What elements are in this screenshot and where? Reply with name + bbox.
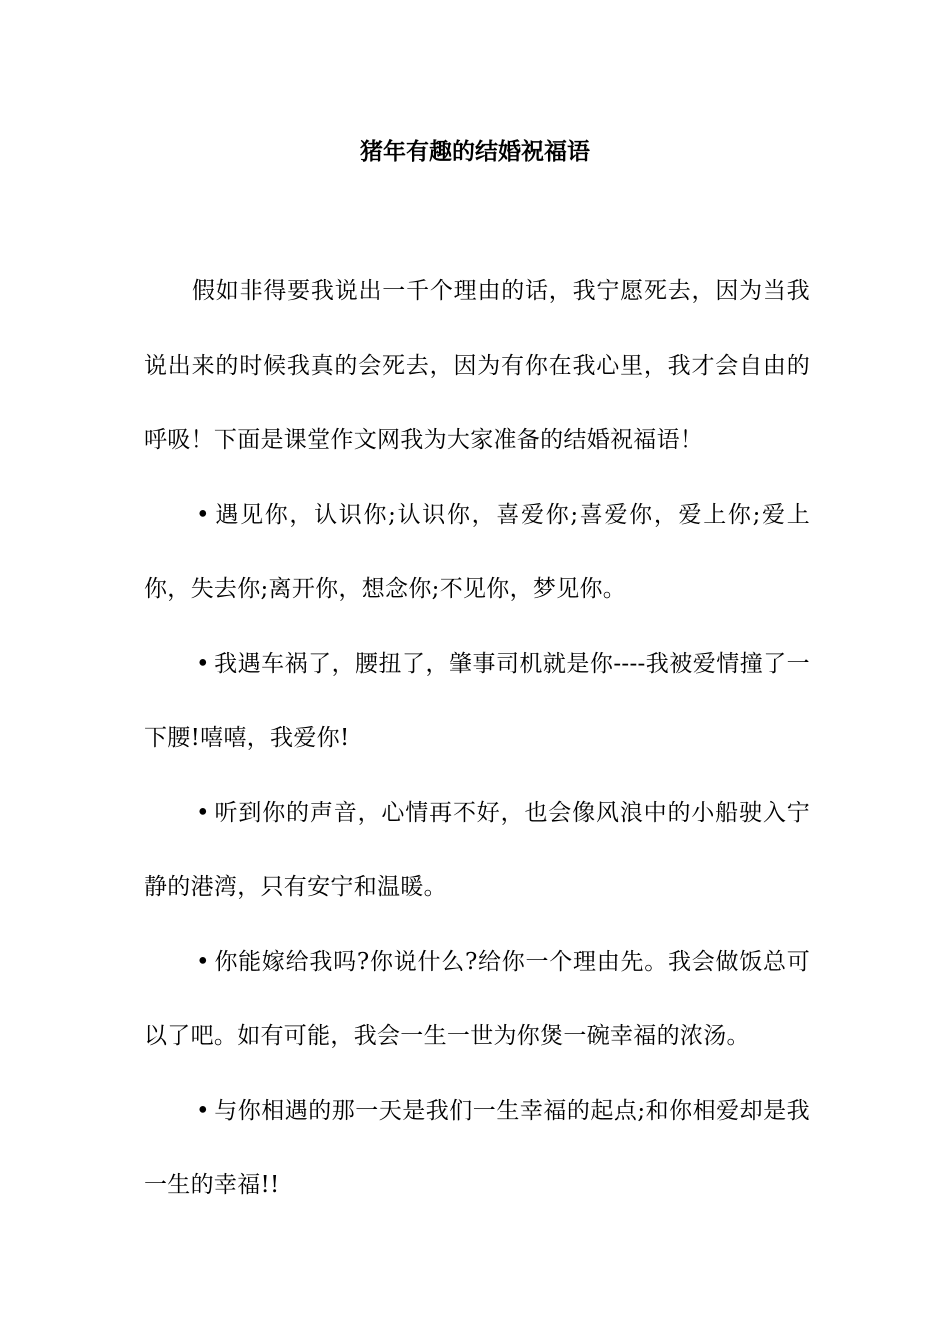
list-item-text: 我遇车祸了，腰扭了，肇事司机就是你----我被爱情撞了一下腰!嘻嘻，我爱你! — [144, 650, 810, 751]
bullet-icon: • — [196, 650, 210, 677]
document-body — [144, 254, 810, 1223]
list-item-text: 你能嫁给我吗?你说什么?给你一个理由先。我会做饭总可以了吧。如有可能，我会一生一世为你煲一碗幸福的浓汤。 — [144, 948, 810, 1049]
list-item-text: 听到你的声音，心情再不好，也会像风浪中的小船驶入宁静的港湾，只有安宁和温暖。 — [144, 799, 810, 900]
list-item-text: 与你相遇的那一天是我们一生幸福的起点;和你相爱却是我一生的幸福!! — [144, 1097, 810, 1198]
list-item — [144, 1074, 810, 1223]
bullet-icon: • — [196, 1097, 210, 1124]
list-item — [144, 776, 810, 925]
bullet-icon: • — [196, 948, 210, 975]
list-item — [144, 478, 810, 627]
bullet-icon: • — [196, 501, 210, 528]
list-item — [144, 627, 810, 776]
intro-paragraph: 假如非得要我说出一千个理由的话，我宁愿死去，因为当我说出来的时候我真的会死去，因为有你在我心里，我才会自由的呼吸！下面是课堂作文网我为大家准备的结婚祝福语！ — [144, 278, 810, 453]
document-title: 猪年有趣的结婚祝福语 — [360, 139, 590, 165]
bullet-icon: • — [196, 799, 210, 826]
list-item-text: 遇见你，认识你;认识你，喜爱你;喜爱你，爱上你;爱上你，失去你;离开你，想念你;不见你，梦见你。 — [144, 501, 810, 602]
list-item — [144, 925, 810, 1074]
